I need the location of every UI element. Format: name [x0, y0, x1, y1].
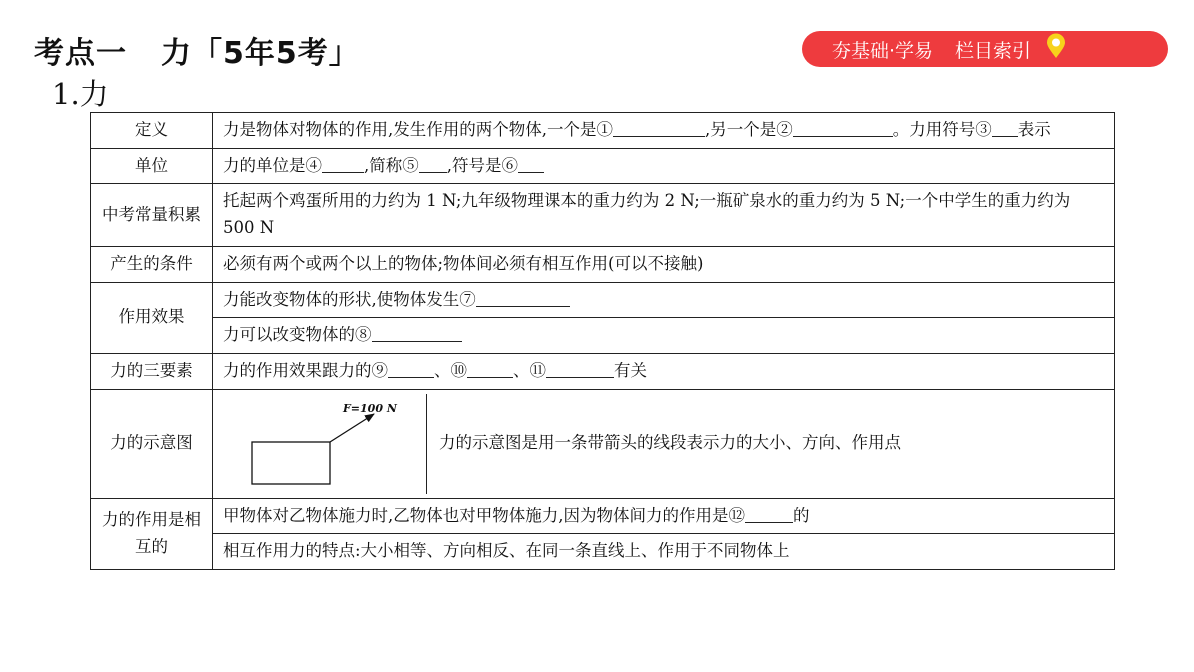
location-pin-icon[interactable]	[1045, 33, 1067, 59]
three-text-4: 有关	[614, 361, 647, 381]
mutual-text-1: 甲物体对乙物体施力时,乙物体也对甲物体施力,因为物体间力的作用是⑫	[223, 505, 745, 525]
table-row	[91, 318, 1115, 354]
table-row	[91, 246, 1115, 282]
three-elements-cell	[213, 354, 1115, 390]
blank-7	[476, 288, 570, 306]
definition-text-1: 力是物体对物体的作用,发生作用的两个物体,一个是①	[223, 120, 613, 139]
diagram-cell	[213, 389, 1115, 498]
mutual-cell-1	[213, 498, 1115, 534]
unit-text-2: ,简称⑤	[364, 155, 419, 175]
table-row	[91, 534, 1115, 570]
force-diagram	[223, 394, 427, 494]
effect-cell-2	[213, 318, 1115, 354]
definition-text-2: ,另一个是②	[705, 120, 793, 139]
three-text-2: 、⑩	[434, 361, 467, 381]
blank-11	[546, 360, 614, 378]
object-box	[252, 442, 330, 484]
row-header-effect: 作用效果	[91, 282, 213, 353]
effect-text-1: 力能改变物体的形状,使物体发生⑦	[223, 289, 476, 309]
unit-text-3: ,符号是⑥	[446, 155, 518, 175]
blank-2	[793, 119, 893, 137]
conditions-cell: 必须有两个或两个以上的物体;物体间必须有相互作用(可以不接触)	[213, 246, 1115, 282]
nav-pill	[802, 31, 1168, 67]
table-row	[91, 184, 1115, 246]
table-row	[91, 113, 1115, 149]
blank-3	[992, 119, 1018, 137]
row-header-diagram: 力的示意图	[91, 389, 213, 498]
mutual-text-2: 的	[793, 505, 810, 525]
blank-12	[745, 504, 793, 522]
blank-5	[419, 154, 447, 172]
blank-8	[372, 324, 462, 342]
table-row	[91, 282, 1115, 318]
effect-text-2: 力可以改变物体的⑧	[223, 325, 372, 345]
row-header-three-elements: 力的三要素	[91, 354, 213, 390]
diagram-description: 力的示意图是用一条带箭头的线段表示力的大小、方向、作用点	[439, 433, 901, 453]
table-row	[91, 354, 1115, 390]
unit-text-1: 力的单位是④	[223, 155, 322, 175]
section-prefix: 考点一	[34, 36, 127, 71]
row-header-estimates: 中考常量积累	[91, 184, 213, 246]
row-header-conditions: 产生的条件	[91, 246, 213, 282]
three-text-1: 力的作用效果跟力的⑨	[223, 361, 388, 381]
table-row	[91, 389, 1115, 498]
table-row	[91, 148, 1115, 184]
subsection-title: 1.力	[52, 77, 109, 111]
force-label: F=100 N	[343, 401, 397, 415]
table-row	[91, 498, 1115, 534]
row-header-definition: 定义	[91, 113, 213, 149]
effect-cell-1	[213, 282, 1115, 318]
definition-text-3: 。力用符号③	[892, 120, 992, 139]
nav-index-link[interactable]: 栏目索引	[955, 39, 1032, 62]
nav-basics-link[interactable]: 夯基础·学易	[832, 39, 934, 62]
three-text-3: 、⑪	[513, 361, 546, 381]
section-topic: 力「5年5考」	[161, 36, 360, 71]
force-summary-table	[90, 112, 1115, 570]
mutual-cell-2: 相互作用力的特点:大小相等、方向相反、在同一条直线上、作用于不同物体上	[213, 534, 1115, 570]
blank-1	[613, 119, 705, 137]
blank-10	[467, 360, 513, 378]
force-diagram-figure	[223, 394, 426, 494]
blank-6	[518, 154, 544, 172]
section-title	[34, 28, 360, 72]
row-header-mutual: 力的作用是相互的	[91, 498, 213, 569]
force-arrow	[330, 414, 374, 442]
estimates-cell: 托起两个鸡蛋所用的力约为 1 N;九年级物理课本的重力约为 2 N;一瓶矿泉水的重力约为 5 N;一个中学生的重力约为 500 N	[213, 184, 1115, 246]
unit-cell	[213, 148, 1115, 184]
definition-cell	[213, 113, 1115, 149]
row-header-unit: 单位	[91, 148, 213, 184]
blank-4	[322, 154, 364, 172]
definition-text-4: 表示	[1017, 120, 1051, 139]
blank-9	[388, 360, 434, 378]
